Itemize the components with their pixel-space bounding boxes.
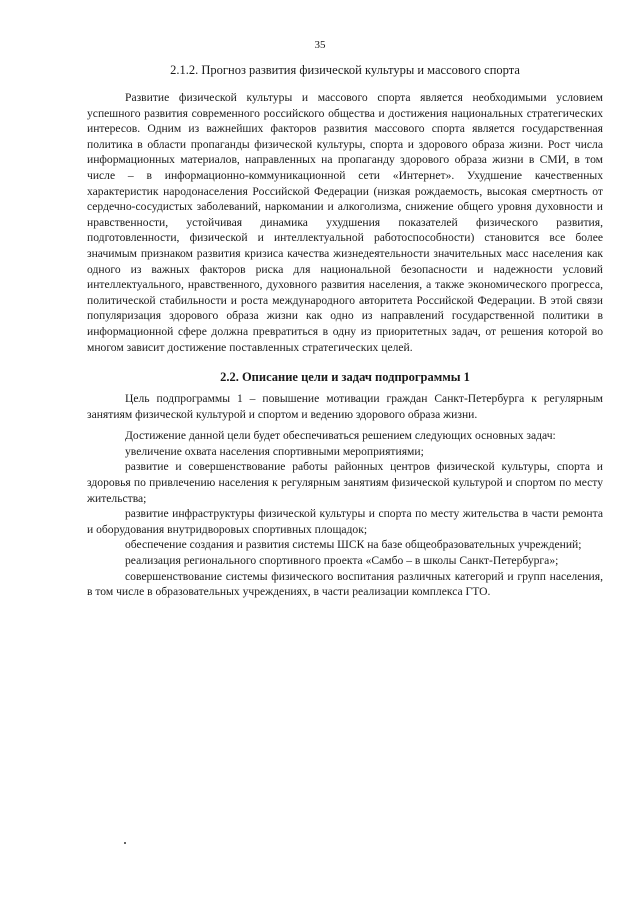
goal-paragraph: Цель подпрограммы 1 – повышение мотивации граждан Санкт-Петербурга к регулярным занятиям физической культурой и спортом и ведению здорового образа жизни. <box>87 392 603 421</box>
section-title-forecast: 2.1.2. Прогноз развития физической культуры и массового спорта <box>170 63 520 77</box>
task-item: увеличение охвата населения спортивными мероприятиями; <box>125 444 424 458</box>
task-item: развитие инфраструктуры физической культуры и спорта по месту жительства в части ремонта и оборудования внутридворовых спортивных площадок; <box>87 507 603 536</box>
page-number: 35 <box>314 39 326 51</box>
task-item: совершенствование системы физического воспитания различных категорий и групп населения, в том числе в образовательных учреждениях, в части реализации комплекса ГТО. <box>87 569 603 599</box>
task-item: развитие и совершенствование работы районных центров физической культуры, спорта и здоровья по привлечению населения к регулярным занятиям физической культурой и спортом по месту жительства; <box>87 460 603 505</box>
section-title-goals: 2.2. Описание цели и задач подпрограммы 1 <box>220 370 470 385</box>
scan-artifact-dot <box>124 842 126 844</box>
forecast-paragraph: Развитие физической культуры и массового спорта является необходимыми условием успешного развития современного российского общества и достижения национальных стратегических интересов. Одним из важнейших факторов развития массового спорта является государственная политика в области пропаганды физической культуры, спорта и здорового образа жизни. Рост числа информационных материалов, направленных на пропаганду здорового образа жизни в СМИ, в том числе – в информационно-коммуникационной сети «Интернет». Ухудшение качественных характеристик народонаселения Российской Федерации (низкая рождаемость, высокая смертность от сердечно-сосудистых заболеваний, наркомании и алкоголизма, снижение общего уровня духовности и нравственности, устойчивая динамика ухудшения показателей физического развития, подготовленности, физической и интеллектуальной работоспособности) становится все более значимым признаком развития кризиса качества жизнедеятельности значительных масс населения как одного из важных факторов риска для национальной безопасности и надежности условий интеллектуального, нравственного, духовного развития населения, а также экономического прогресса, политической стабильности и роста международного авторитета Российской Федерации. В этой связи популяризация здорового образа жизни как одно из направлений государственной политики в информационной сфере должна превратиться в одну из приоритетных задач, от решения которой во многом зависит достижение поставленных стратегических целей. <box>87 91 603 354</box>
task-item: обеспечение создания и развития системы ШСК на базе общеобразовательных учреждений; <box>125 538 582 552</box>
task-item: реализация регионального спортивного проекта «Самбо – в школы Санкт-Петербурга»; <box>125 554 559 568</box>
tasks-intro-paragraph: Достижение данной цели будет обеспечиваться решением следующих основных задач: <box>125 429 556 443</box>
document-body <box>87 62 603 600</box>
